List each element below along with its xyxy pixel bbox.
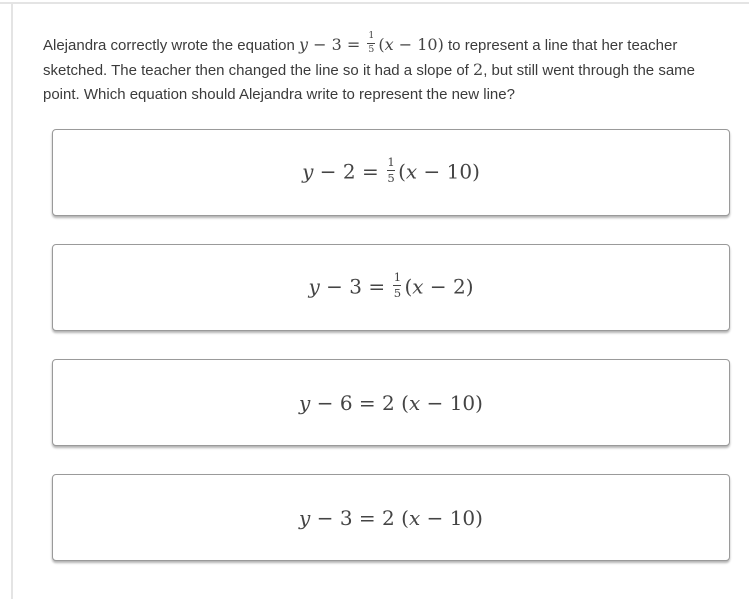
math-open-paren: ( xyxy=(378,35,385,54)
math-rhs: − 10) xyxy=(417,159,480,183)
answer-choice-2[interactable] xyxy=(52,244,730,331)
answer-choice-4[interactable] xyxy=(52,474,730,561)
math-lhs: − 6 = 2 xyxy=(310,390,402,415)
top-divider xyxy=(0,2,749,4)
math-var-x: x xyxy=(405,159,418,183)
math-var-x: x xyxy=(412,274,424,298)
math-var-y: y xyxy=(308,274,320,298)
math-fraction xyxy=(387,156,395,186)
math-open-paren: ( xyxy=(404,274,413,298)
answer-choice-3[interactable] xyxy=(52,359,730,446)
question-part-1: Alejandra correctly wrote the equation xyxy=(43,37,295,54)
choice-3-equation xyxy=(299,391,483,415)
left-divider xyxy=(11,2,13,599)
math-open-paren: ( xyxy=(398,159,406,183)
math-var-x: x xyxy=(408,505,421,530)
math-rhs: − 10) xyxy=(420,505,483,530)
answer-choice-1[interactable] xyxy=(52,129,730,216)
answer-choices xyxy=(43,129,735,561)
question-inline-equation xyxy=(298,30,444,55)
math-var-y: y xyxy=(302,159,314,183)
math-var-y: y xyxy=(299,390,311,415)
choice-4-equation xyxy=(299,506,483,530)
math-lhs: − 3 = xyxy=(308,35,366,54)
math-var-x: x xyxy=(384,35,394,54)
question-text xyxy=(43,30,735,107)
fraction-numerator: 1 xyxy=(393,269,402,284)
fraction-numerator: 1 xyxy=(368,30,375,42)
math-rhs: − 2) xyxy=(423,274,474,298)
slope-value: 2 xyxy=(473,60,484,79)
math-rhs: − 10) xyxy=(420,390,483,415)
math-rhs: − 10) xyxy=(393,35,444,54)
fraction-numerator: 1 xyxy=(387,154,395,169)
math-var-y: y xyxy=(299,505,311,530)
choice-2-equation xyxy=(308,269,474,303)
math-lhs: − 3 = xyxy=(319,274,392,298)
math-lhs: − 2 = xyxy=(313,159,386,183)
question-part-3: , but still went through the same point. Which equation should Alejandra write to represent the new line? xyxy=(43,62,695,103)
math-fraction xyxy=(367,31,375,55)
math-lhs: − 3 = 2 xyxy=(310,505,402,530)
choice-1-equation xyxy=(302,154,480,188)
math-open-paren: ( xyxy=(401,505,409,530)
fraction-denominator: 5 xyxy=(393,286,402,300)
math-var-y: y xyxy=(298,35,309,54)
question-part-2: to represent a line that her teacher sketched. The teacher then changed the line so it had a slope of xyxy=(43,37,678,79)
math-var-x: x xyxy=(408,390,421,415)
math-fraction xyxy=(393,271,401,301)
fraction-denominator: 5 xyxy=(368,44,375,55)
math-open-paren: ( xyxy=(401,390,409,415)
exercise-panel xyxy=(43,30,735,561)
fraction-denominator: 5 xyxy=(387,171,395,185)
